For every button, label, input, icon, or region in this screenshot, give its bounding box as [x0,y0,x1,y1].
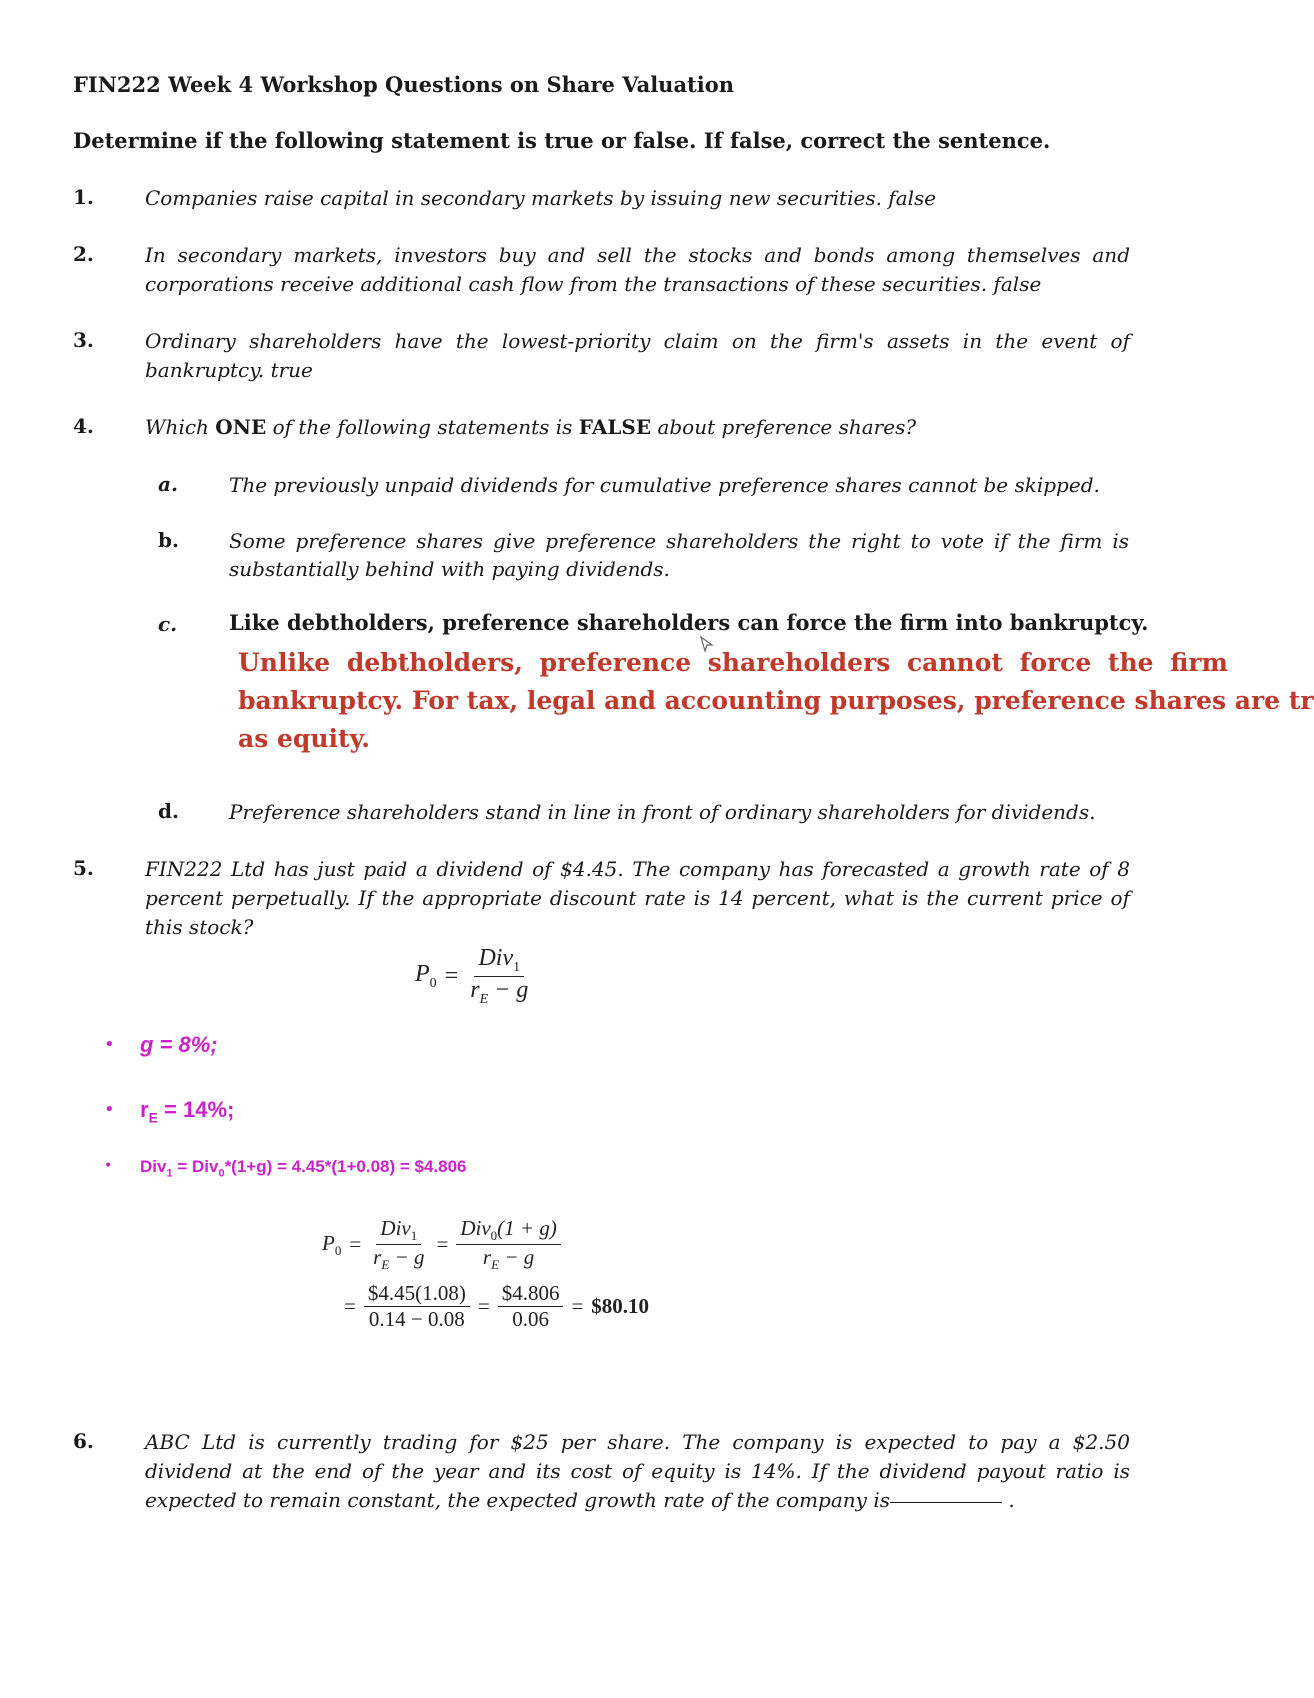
option-letter: d. [158,799,179,823]
option-letter: a. [158,472,178,496]
option-letter: c. [158,612,178,636]
question-text: Companies raise capital in secondary markets by issuing new securities. false [145,186,937,210]
option-text: Like debtholders, preference shareholders can force the firm into bankruptcy. [229,610,1149,635]
option-text: Preference shareholders stand in line in front of ordinary shareholders for dividends. [229,800,1096,824]
answer-blank [890,1502,1002,1503]
option-letter: b. [158,528,179,552]
question-text: Ordinary shareholders have the lowest-priority claim on the firm's assets in the event of bankruptcy. true [145,329,1130,382]
question-number: 4. [73,414,94,438]
discount-rate: $r_E = 14\%$; [140,1097,235,1126]
document-title: FIN222 Week 4 Workshop Questions on Share Valuation [73,72,735,97]
option-text: Some preference shares give preference shareholders the right to vote if the firm is substantially behind with paying dividends. [229,529,1129,581]
question-text: FIN222 Ltd has just paid a dividend of $4.45. The company has forecasted a growth rate of 8 percent perpetually. If the appropriate discount rate is 14 percent, what is the current price of this stock? [145,857,1130,939]
corrected-answer [238,644,1314,758]
dividend-discount-formula: $P_0$ = $\frac{Div_1}{r_E - g}$ [415,945,529,1007]
question-number: 2. [73,242,94,266]
question-text: Which ONE of the following statements is FALSE about preference shares? [145,415,917,439]
price-result: $80.10 [591,1294,650,1319]
bullet-icon: • [104,1034,115,1055]
answer-line-3: as equity. [238,724,370,753]
question-number: 5. [73,856,94,880]
bullet-icon: • [104,1158,113,1174]
price-calculation: $P_0$ = $\frac{Div_1}{r_E - g}$ = $\frac{Div_0(1 + g)}{r_E - g}$ = $\frac{\$4.45(1.08)}{0.14 - 0.08}$ = $\frac{\$4.806}{0.06}$ = $80.10 [322,1216,650,1332]
question-number: 6. [73,1429,94,1453]
question-text: In secondary markets, investors buy and sell the stocks and bonds among themselves and corporations receive additional cash flow from the transactions of these securities. false [145,243,1130,296]
question-text: ABC Ltd is currently trading for $25 per share. The company is expected to pay a $2.50 dividend at the end of the year and its cost of equity is 14%. If the dividend payout ratio is expected to remain constant, the expected growth rate of the company is . [145,1430,1130,1512]
growth-rate: g = 8%; [140,1032,218,1057]
question-number: 1. [73,185,94,209]
bullet-icon: • [104,1099,115,1120]
instruction: Determine if the following statement is true or false. If false, correct the sentence. [73,128,1051,153]
answer-line-1: Unlike debtholders, preference shareholders cannot force the firm [238,648,1228,677]
option-text: The previously unpaid dividends for cumulative preference shares cannot be skipped. [229,473,1100,497]
question-number: 3. [73,328,94,352]
next-dividend: Div$_1$ = Div$_0$*(1+g) = 4.45*(1+0.08) = $4.806 [140,1157,467,1180]
answer-line-2: bankruptcy. For tax, legal and accounting purposes, preference shares are tr [238,686,1314,715]
